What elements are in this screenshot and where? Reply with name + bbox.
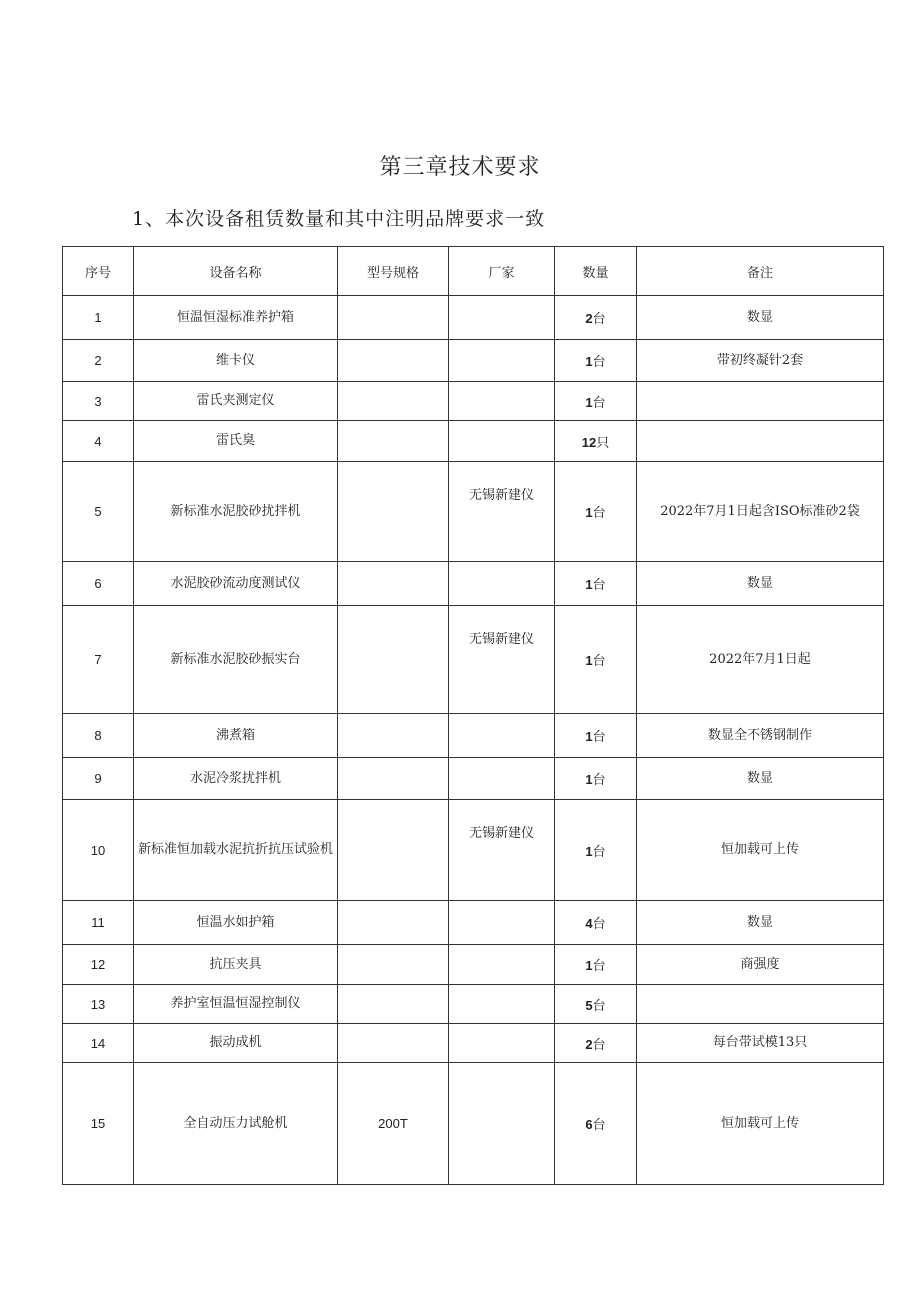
model-spec: 200T bbox=[338, 1063, 449, 1185]
remark: 商强度 bbox=[637, 945, 884, 985]
table-row bbox=[63, 1024, 884, 1063]
equipment-name: 水泥胶砂流动度测试仪 bbox=[134, 562, 338, 606]
row-number: 10 bbox=[63, 800, 134, 901]
manufacturer: 无锡新建仪 bbox=[449, 462, 555, 562]
manufacturer bbox=[449, 382, 555, 421]
quantity bbox=[555, 296, 637, 340]
remark: 数显 bbox=[637, 562, 884, 606]
table-header-row bbox=[63, 247, 884, 296]
quantity-number: 1 bbox=[585, 354, 593, 369]
manufacturer bbox=[449, 714, 555, 758]
quantity bbox=[555, 421, 637, 462]
manufacturer bbox=[449, 985, 555, 1024]
table-row bbox=[63, 462, 884, 562]
quantity bbox=[555, 382, 637, 421]
row-number: 6 bbox=[63, 562, 134, 606]
quantity-number: 1 bbox=[585, 653, 593, 668]
equipment-name: 水泥冷浆扰拌机 bbox=[134, 758, 338, 800]
table-row bbox=[63, 562, 884, 606]
model-spec bbox=[338, 714, 449, 758]
quantity-number: 5 bbox=[585, 997, 593, 1013]
table-row bbox=[63, 901, 884, 945]
quantity-unit: 台 bbox=[592, 844, 606, 860]
remark: 数显 bbox=[637, 296, 884, 340]
equipment-name: 新标准水泥胶砂扰拌机 bbox=[134, 462, 338, 562]
quantity bbox=[555, 800, 637, 901]
equipment-name: 雷氏夹测定仪 bbox=[134, 382, 338, 421]
quantity bbox=[555, 945, 637, 985]
quantity-unit: 台 bbox=[592, 773, 606, 788]
column-header-note: 备注 bbox=[637, 247, 884, 296]
quantity bbox=[555, 562, 637, 606]
remark: 恒加载可上传 bbox=[637, 1063, 884, 1185]
model-spec bbox=[338, 340, 449, 382]
row-number: 4 bbox=[63, 421, 134, 462]
equipment-table bbox=[62, 246, 884, 1185]
equipment-name: 振动成机 bbox=[134, 1024, 338, 1063]
equipment-name: 养护室恒温恒湿控制仪 bbox=[134, 985, 338, 1024]
model-spec bbox=[338, 758, 449, 800]
model-spec bbox=[338, 606, 449, 714]
table-row bbox=[63, 606, 884, 714]
quantity bbox=[555, 714, 637, 758]
row-number: 1 bbox=[63, 296, 134, 340]
remark: 数显 bbox=[637, 901, 884, 945]
page-title: 第三章技术要求 bbox=[379, 155, 541, 180]
manufacturer bbox=[449, 1024, 555, 1063]
model-spec bbox=[338, 985, 449, 1024]
quantity bbox=[555, 1063, 637, 1185]
equipment-name: 新标准恒加载水泥抗折抗压试验机 bbox=[134, 800, 338, 901]
remark: 2022年7月1日起 bbox=[637, 606, 884, 714]
equipment-name: 雷氏臭 bbox=[134, 421, 338, 462]
model-spec bbox=[338, 945, 449, 985]
quantity bbox=[555, 462, 637, 562]
equipment-name: 恒温恒湿标准养护箱 bbox=[134, 296, 338, 340]
manufacturer bbox=[449, 421, 555, 462]
column-header-quantity: 数量 bbox=[555, 247, 637, 296]
equipment-name: 沸煮箱 bbox=[134, 714, 338, 758]
quantity bbox=[555, 606, 637, 714]
model-spec bbox=[338, 421, 449, 462]
manufacturer bbox=[449, 296, 555, 340]
remark: 带初终凝针2套 bbox=[637, 340, 884, 382]
quantity bbox=[555, 758, 637, 800]
quantity-unit: 台 bbox=[592, 506, 606, 521]
quantity bbox=[555, 985, 637, 1024]
remark bbox=[637, 382, 884, 421]
equipment-name: 全自动压力试舱机 bbox=[134, 1063, 338, 1185]
column-header-model: 型号规格 bbox=[338, 247, 449, 296]
manufacturer: 无锡新建仪 bbox=[449, 606, 555, 714]
row-number: 2 bbox=[63, 340, 134, 382]
quantity-unit: 只 bbox=[596, 435, 610, 451]
quantity bbox=[555, 1024, 637, 1063]
equipment-name: 维卡仪 bbox=[134, 340, 338, 382]
column-header-maker: 厂家 bbox=[449, 247, 555, 296]
table-body bbox=[63, 296, 884, 1185]
quantity-unit: 台 bbox=[592, 917, 606, 932]
manufacturer bbox=[449, 1063, 555, 1185]
equipment-name: 抗压夹具 bbox=[134, 945, 338, 985]
table-row bbox=[63, 382, 884, 421]
manufacturer bbox=[449, 562, 555, 606]
row-number: 7 bbox=[63, 606, 134, 714]
row-number: 11 bbox=[63, 901, 134, 945]
manufacturer bbox=[449, 901, 555, 945]
table-row bbox=[63, 421, 884, 462]
remark: 恒加载可上传 bbox=[637, 800, 884, 901]
row-number: 14 bbox=[63, 1024, 134, 1063]
quantity-unit: 台 bbox=[592, 355, 606, 370]
table-row bbox=[63, 1063, 884, 1185]
quantity-number: 2 bbox=[585, 1036, 593, 1052]
equipment-name: 恒温水如护箱 bbox=[134, 901, 338, 945]
equipment-name: 新标准水泥胶砂振实台 bbox=[134, 606, 338, 714]
model-spec bbox=[338, 562, 449, 606]
table-row bbox=[63, 945, 884, 985]
quantity-number: 4 bbox=[585, 916, 593, 931]
remark: 数显全不锈钢制作 bbox=[637, 714, 884, 758]
row-number: 8 bbox=[63, 714, 134, 758]
model-spec bbox=[338, 462, 449, 562]
quantity-number: 1 bbox=[585, 394, 593, 410]
quantity-unit: 台 bbox=[592, 730, 606, 745]
model-spec bbox=[338, 382, 449, 421]
quantity bbox=[555, 340, 637, 382]
quantity-unit: 台 bbox=[592, 654, 606, 669]
row-number: 13 bbox=[63, 985, 134, 1024]
quantity-unit: 台 bbox=[592, 959, 606, 974]
remark: 每台带试模13只 bbox=[637, 1024, 884, 1063]
quantity-number: 12 bbox=[581, 434, 597, 450]
remark bbox=[637, 985, 884, 1024]
section-heading: 1、本次设备租赁数量和其中注明品牌要求一致 bbox=[132, 208, 546, 230]
quantity-unit: 台 bbox=[592, 578, 606, 593]
table-row bbox=[63, 714, 884, 758]
quantity-number: 1 bbox=[585, 577, 593, 592]
quantity bbox=[555, 901, 637, 945]
model-spec bbox=[338, 800, 449, 901]
quantity-unit: 台 bbox=[592, 312, 606, 327]
model-spec bbox=[338, 901, 449, 945]
table-row bbox=[63, 985, 884, 1024]
quantity-unit: 台 bbox=[592, 1037, 606, 1053]
row-number: 5 bbox=[63, 462, 134, 562]
remark: 数显 bbox=[637, 758, 884, 800]
quantity-number: 1 bbox=[585, 843, 593, 859]
table-row bbox=[63, 800, 884, 901]
row-number: 12 bbox=[63, 945, 134, 985]
table-row bbox=[63, 340, 884, 382]
quantity-number: 2 bbox=[585, 311, 593, 326]
model-spec bbox=[338, 296, 449, 340]
quantity-number: 1 bbox=[585, 505, 593, 520]
row-number: 15 bbox=[63, 1063, 134, 1185]
quantity-number: 6 bbox=[585, 1117, 593, 1132]
quantity-number: 1 bbox=[585, 958, 593, 973]
quantity-unit: 台 bbox=[592, 1118, 606, 1133]
manufacturer bbox=[449, 340, 555, 382]
manufacturer bbox=[449, 758, 555, 800]
quantity-unit: 台 bbox=[592, 395, 606, 411]
model-spec bbox=[338, 1024, 449, 1063]
row-number: 9 bbox=[63, 758, 134, 800]
table-row bbox=[63, 758, 884, 800]
row-number: 3 bbox=[63, 382, 134, 421]
remark: 2022年7月1日起含ISO标准砂2袋 bbox=[637, 462, 884, 562]
manufacturer bbox=[449, 945, 555, 985]
column-header-no: 序号 bbox=[63, 247, 134, 296]
column-header-name: 设备名称 bbox=[134, 247, 338, 296]
table-row bbox=[63, 296, 884, 340]
remark bbox=[637, 421, 884, 462]
manufacturer: 无锡新建仪 bbox=[449, 800, 555, 901]
quantity-number: 1 bbox=[585, 772, 593, 787]
quantity-number: 1 bbox=[585, 729, 593, 744]
quantity-unit: 台 bbox=[592, 998, 606, 1014]
